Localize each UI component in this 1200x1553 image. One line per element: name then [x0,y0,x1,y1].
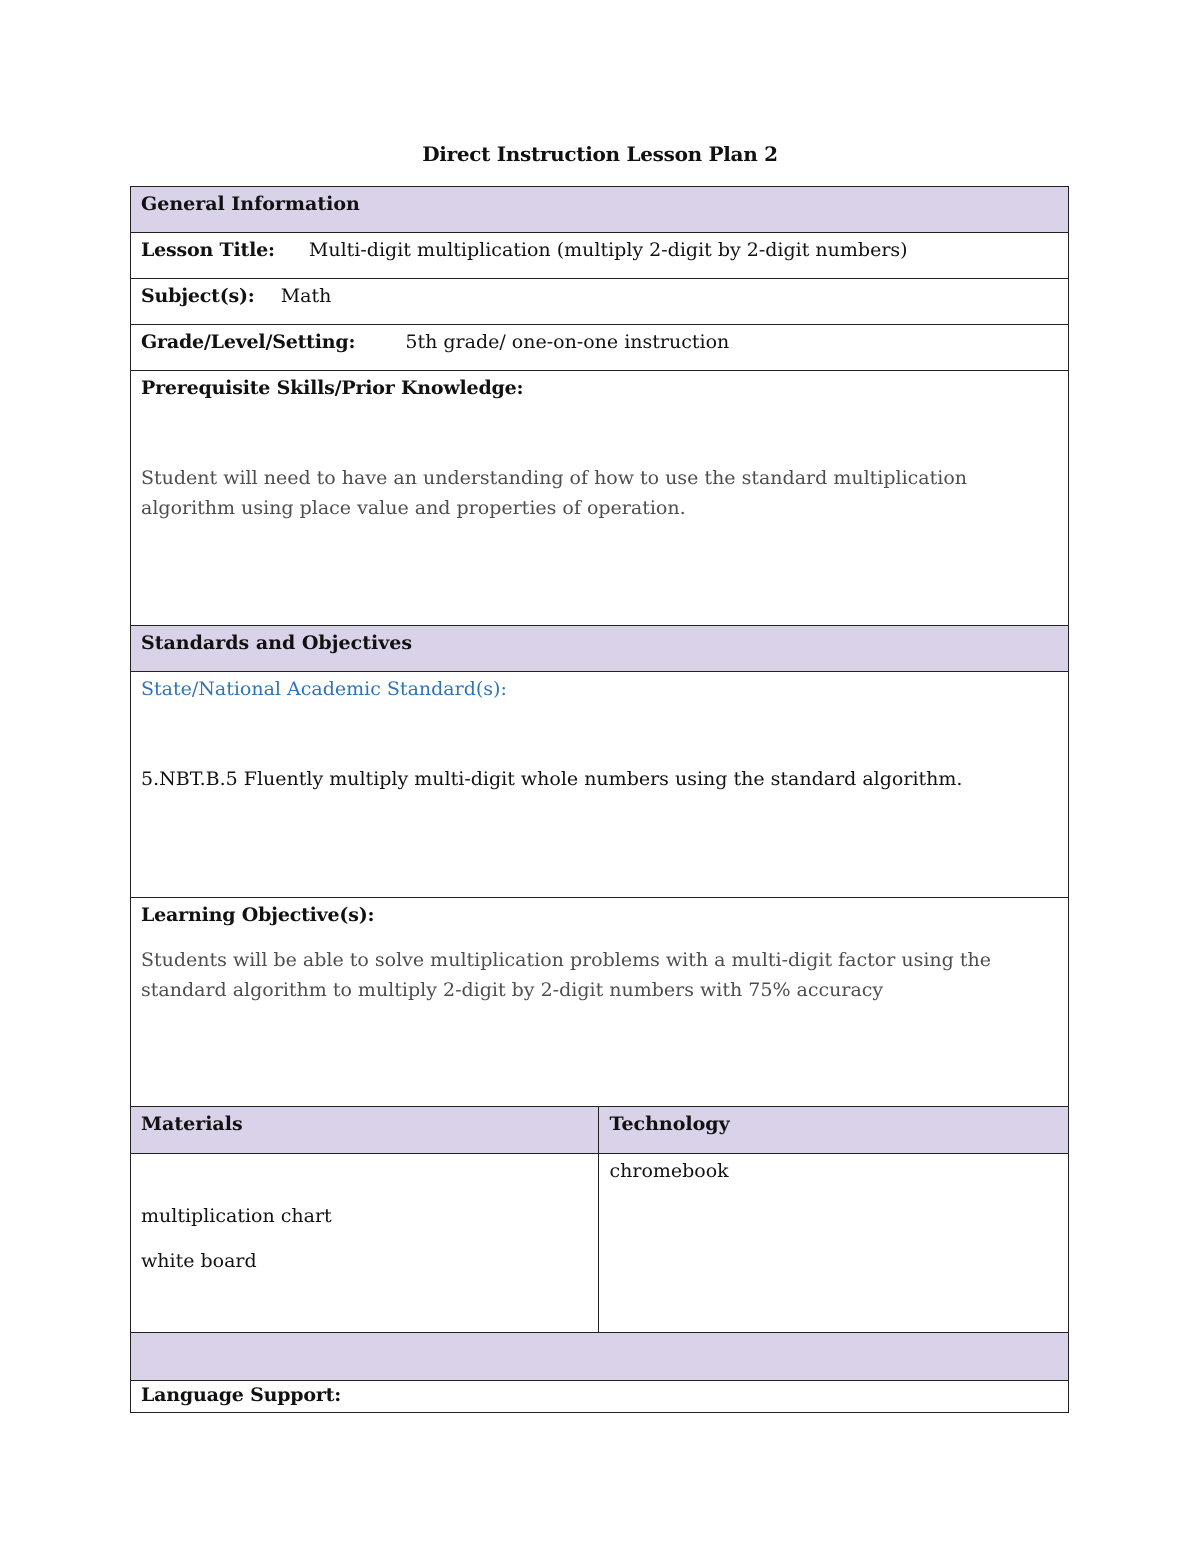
objectives-text: Students will be able to solve multiplication problems with a multi-digit factor using the standard algorithm to multiply 2-digit by 2-digit numbers with 75% accuracy [141,949,991,1001]
materials-item: white board [141,1250,257,1272]
prerequisite-label: Prerequisite Skills/Prior Knowledge: [141,377,524,399]
materials-cell [131,1154,599,1333]
lesson-title-value: Multi-digit multiplication (multiply 2-digit by 2-digit numbers) [308,239,908,261]
language-support-cell [131,1381,1069,1413]
grade-value: 5th grade/ one-on-one instruction [405,331,730,353]
empty-header-row [131,1333,1069,1381]
general-information-header-row [131,187,1069,233]
objectives-cell [131,898,1069,1107]
subjects-cell [131,279,1069,325]
standards-cell [131,672,1069,898]
prerequisite-row [131,371,1069,626]
general-information-heading: General Information [131,187,1069,233]
lesson-title-row [131,233,1069,279]
standard-text: 5.NBT.B.5 Fluently multiply multi-digit whole numbers using the standard algorithm. [141,768,963,790]
subjects-row [131,279,1069,325]
lesson-plan-table [130,186,1069,1413]
prerequisite-cell [131,371,1069,626]
technology-item: chromebook [609,1160,729,1182]
grade-row [131,325,1069,371]
subjects-label: Subject(s): [141,285,255,307]
standards-objectives-heading: Standards and Objectives [131,626,1069,672]
empty-header-cell [131,1333,1069,1381]
language-support-label: Language Support: [141,1384,342,1406]
grade-cell [131,325,1069,371]
materials-technology-header-row [131,1107,1069,1154]
materials-heading: Materials [131,1107,599,1154]
objectives-label: Learning Objective(s): [141,904,375,926]
materials-technology-row [131,1154,1069,1333]
page-title: Direct Instruction Lesson Plan 2 [422,142,778,166]
standards-row [131,672,1069,898]
technology-heading: Technology [599,1107,1069,1154]
subjects-value: Math [280,285,332,307]
standards-label: State/National Academic Standard(s): [141,678,507,700]
materials-item: multiplication chart [141,1205,332,1227]
standards-objectives-header-row [131,626,1069,672]
grade-label: Grade/Level/Setting: [141,331,356,353]
objectives-row [131,898,1069,1107]
lesson-title-label: Lesson Title: [141,239,275,261]
lesson-title-cell [131,233,1069,279]
technology-cell [599,1154,1069,1333]
prerequisite-text: Student will need to have an understanding of how to use the standard multiplication algorithm using place value and properties of operation. [141,467,968,519]
language-support-row [131,1381,1069,1413]
